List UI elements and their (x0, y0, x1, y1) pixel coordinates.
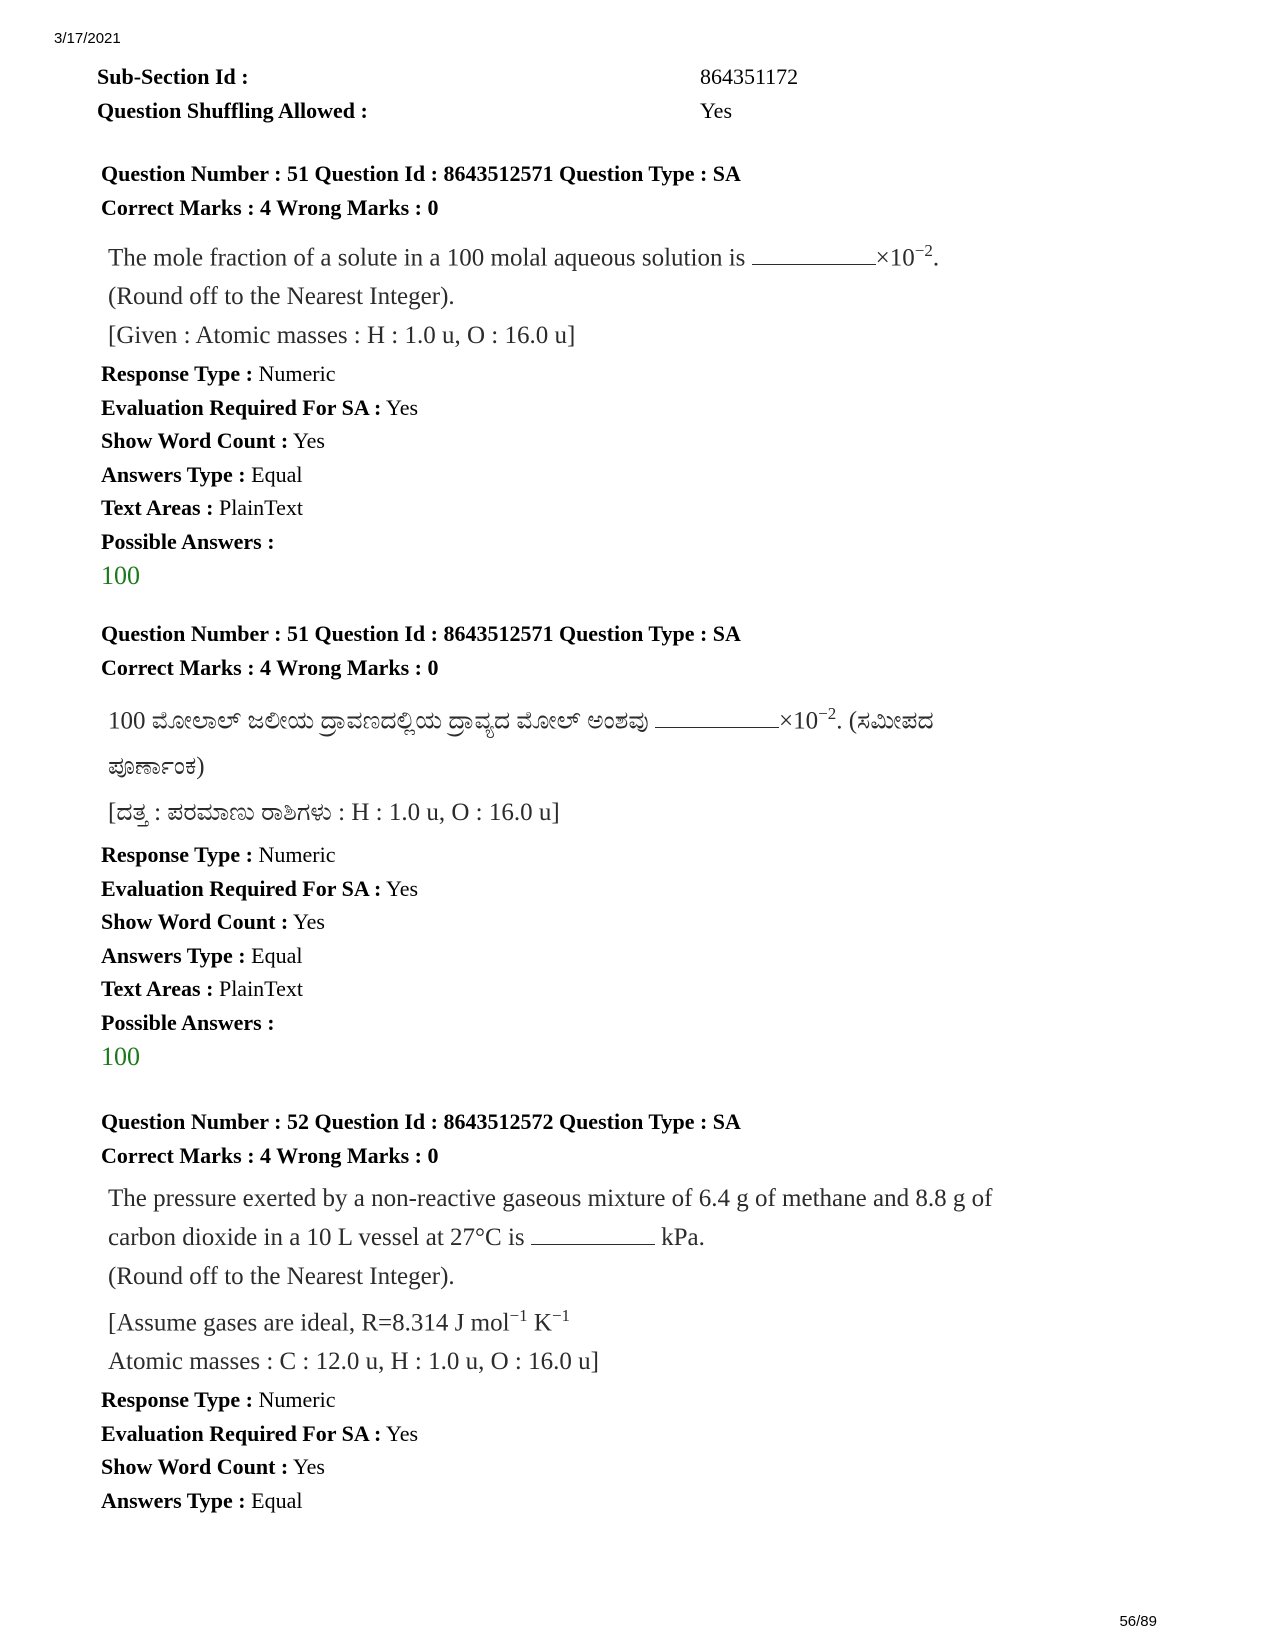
possible-answers-label: Possible Answers : (101, 1009, 275, 1035)
subsection-id-label: Sub-Section Id : (97, 64, 249, 89)
response-type-label: Response Type : (101, 1387, 253, 1413)
question-text-line (108, 231, 1181, 277)
question-text-line (108, 1296, 1181, 1342)
shuffle-row (97, 94, 1097, 128)
response-type-label: Response Type : (101, 361, 253, 387)
answers-type-label: Answers Type : (101, 1487, 246, 1513)
answers-type-row (101, 939, 1181, 973)
question-text-part: ×10 (779, 707, 819, 735)
answers-type-value: Equal (251, 461, 303, 487)
answer-blank (655, 707, 779, 728)
question-text (108, 231, 1181, 355)
shuffle-label: Question Shuffling Allowed : (97, 98, 368, 123)
exponent: −2 (818, 704, 837, 723)
question-text-part: 100 ಮೋಲಾಲ್ ಜಲೀಯ ದ್ರಾವಣದಲ್ಲಿಯ ದ್ರಾವ್ಯದ ಮೋಲ್ ಅಂಶವು (108, 707, 656, 735)
question-text-line: [Given : Atomic masses : H : 1.0 u, O : 16.0 u] (108, 322, 576, 350)
question-text-part: [Assume gases are ideal, R=8.314 J mol (108, 1309, 510, 1337)
text-areas-label: Text Areas : (101, 976, 214, 1002)
page-number: 56/89 (1119, 1613, 1157, 1630)
question-block-1 (101, 157, 1181, 594)
question-header: Question Number : 51 Question Id : 8643512571 Question Type : SA (101, 161, 741, 186)
word-count-row (101, 905, 1181, 939)
question-marks: Correct Marks : 4 Wrong Marks : 0 (101, 1143, 439, 1168)
response-type-value: Numeric (258, 361, 336, 387)
answer-blank (752, 244, 876, 265)
print-date: 3/17/2021 (54, 30, 121, 47)
text-areas-value: PlainText (218, 495, 303, 521)
possible-answer-value: 100 (101, 1042, 140, 1072)
word-count-label: Show Word Count : (101, 909, 289, 935)
subsection-id-value: 864351172 (700, 64, 799, 89)
possible-answers-row (101, 1006, 1181, 1040)
question-marks: Correct Marks : 4 Wrong Marks : 0 (101, 655, 439, 680)
answers-type-row (101, 458, 1181, 492)
response-type-row (101, 838, 1181, 872)
exponent: −2 (914, 241, 933, 260)
question-text-part: ×10 (875, 244, 915, 272)
response-type-value: Numeric (258, 1387, 336, 1413)
question-text-line: The pressure exerted by a non-reactive gaseous mixture of 6.4 g of methane and 8.8 g of (108, 1185, 993, 1212)
response-type-value: Numeric (258, 842, 336, 868)
word-count-row (101, 1450, 1181, 1484)
possible-answer-value: 100 (101, 561, 140, 591)
question-text-line (108, 691, 1181, 744)
question-block-2 (101, 617, 1181, 1075)
question-text-line: (Round off to the Nearest Integer). (108, 1263, 455, 1290)
shuffle-value: Yes (700, 98, 733, 123)
question-text-line: ಪೂರ್ಣಾಂಕ) (108, 753, 205, 781)
evaluation-label: Evaluation Required For SA : (101, 394, 382, 420)
answers-type-value: Equal (251, 1487, 303, 1513)
evaluation-row (101, 872, 1181, 906)
evaluation-label: Evaluation Required For SA : (101, 1420, 382, 1446)
response-type-row (101, 357, 1181, 391)
word-count-row (101, 424, 1181, 458)
text-areas-label: Text Areas : (101, 495, 214, 521)
exponent: −1 (509, 1306, 528, 1325)
evaluation-label: Evaluation Required For SA : (101, 875, 382, 901)
question-text-part: kPa. (654, 1224, 705, 1251)
word-count-value: Yes (292, 1454, 325, 1480)
question-marks: Correct Marks : 4 Wrong Marks : 0 (101, 195, 439, 220)
word-count-value: Yes (292, 428, 325, 454)
possible-answers-row (101, 525, 1181, 559)
answers-type-value: Equal (251, 942, 303, 968)
question-text (108, 1179, 1181, 1381)
question-text-part: . (932, 244, 940, 272)
evaluation-value: Yes (386, 1420, 419, 1446)
answers-type-label: Answers Type : (101, 461, 246, 487)
response-type-row (101, 1383, 1181, 1417)
question-header: Question Number : 52 Question Id : 8643512572 Question Type : SA (101, 1109, 741, 1134)
response-type-label: Response Type : (101, 842, 253, 868)
answers-type-label: Answers Type : (101, 942, 246, 968)
question-block-3 (101, 1105, 1181, 1517)
question-text-part: The mole fraction of a solute in a 100 molal aqueous solution is (108, 244, 752, 272)
word-count-label: Show Word Count : (101, 1454, 289, 1480)
exponent: −1 (551, 1306, 571, 1325)
question-text-part: K (527, 1309, 552, 1337)
question-text-part: . (ಸಮೀಪದ (836, 707, 934, 735)
text-areas-row (101, 972, 1181, 1006)
question-text-line: Atomic masses : C : 12.0 u, H : 1.0 u, O : 16.0 u] (108, 1348, 599, 1376)
answer-blank (531, 1224, 655, 1245)
evaluation-row (101, 391, 1181, 425)
word-count-label: Show Word Count : (101, 428, 289, 454)
question-header: Question Number : 51 Question Id : 8643512571 Question Type : SA (101, 621, 741, 646)
evaluation-value: Yes (386, 875, 419, 901)
text-areas-value: PlainText (218, 976, 303, 1002)
evaluation-value: Yes (386, 394, 419, 420)
possible-answers-label: Possible Answers : (101, 528, 275, 554)
question-text-line (108, 1218, 1181, 1257)
answers-type-row (101, 1484, 1181, 1518)
word-count-value: Yes (292, 909, 325, 935)
subsection-id-row (97, 60, 1097, 94)
question-text-part: carbon dioxide in a 10 L vessel at 27°C is (108, 1224, 531, 1251)
evaluation-row (101, 1417, 1181, 1451)
question-text-line: [ದತ್ತ : ಪರಮಾಣು ರಾಶಿಗಳು : H : 1.0 u, O : 16.0 u] (108, 799, 560, 827)
question-text (108, 691, 1181, 836)
question-text-line: (Round off to the Nearest Integer). (108, 283, 455, 311)
text-areas-row (101, 491, 1181, 525)
subsection-info (97, 60, 1097, 128)
